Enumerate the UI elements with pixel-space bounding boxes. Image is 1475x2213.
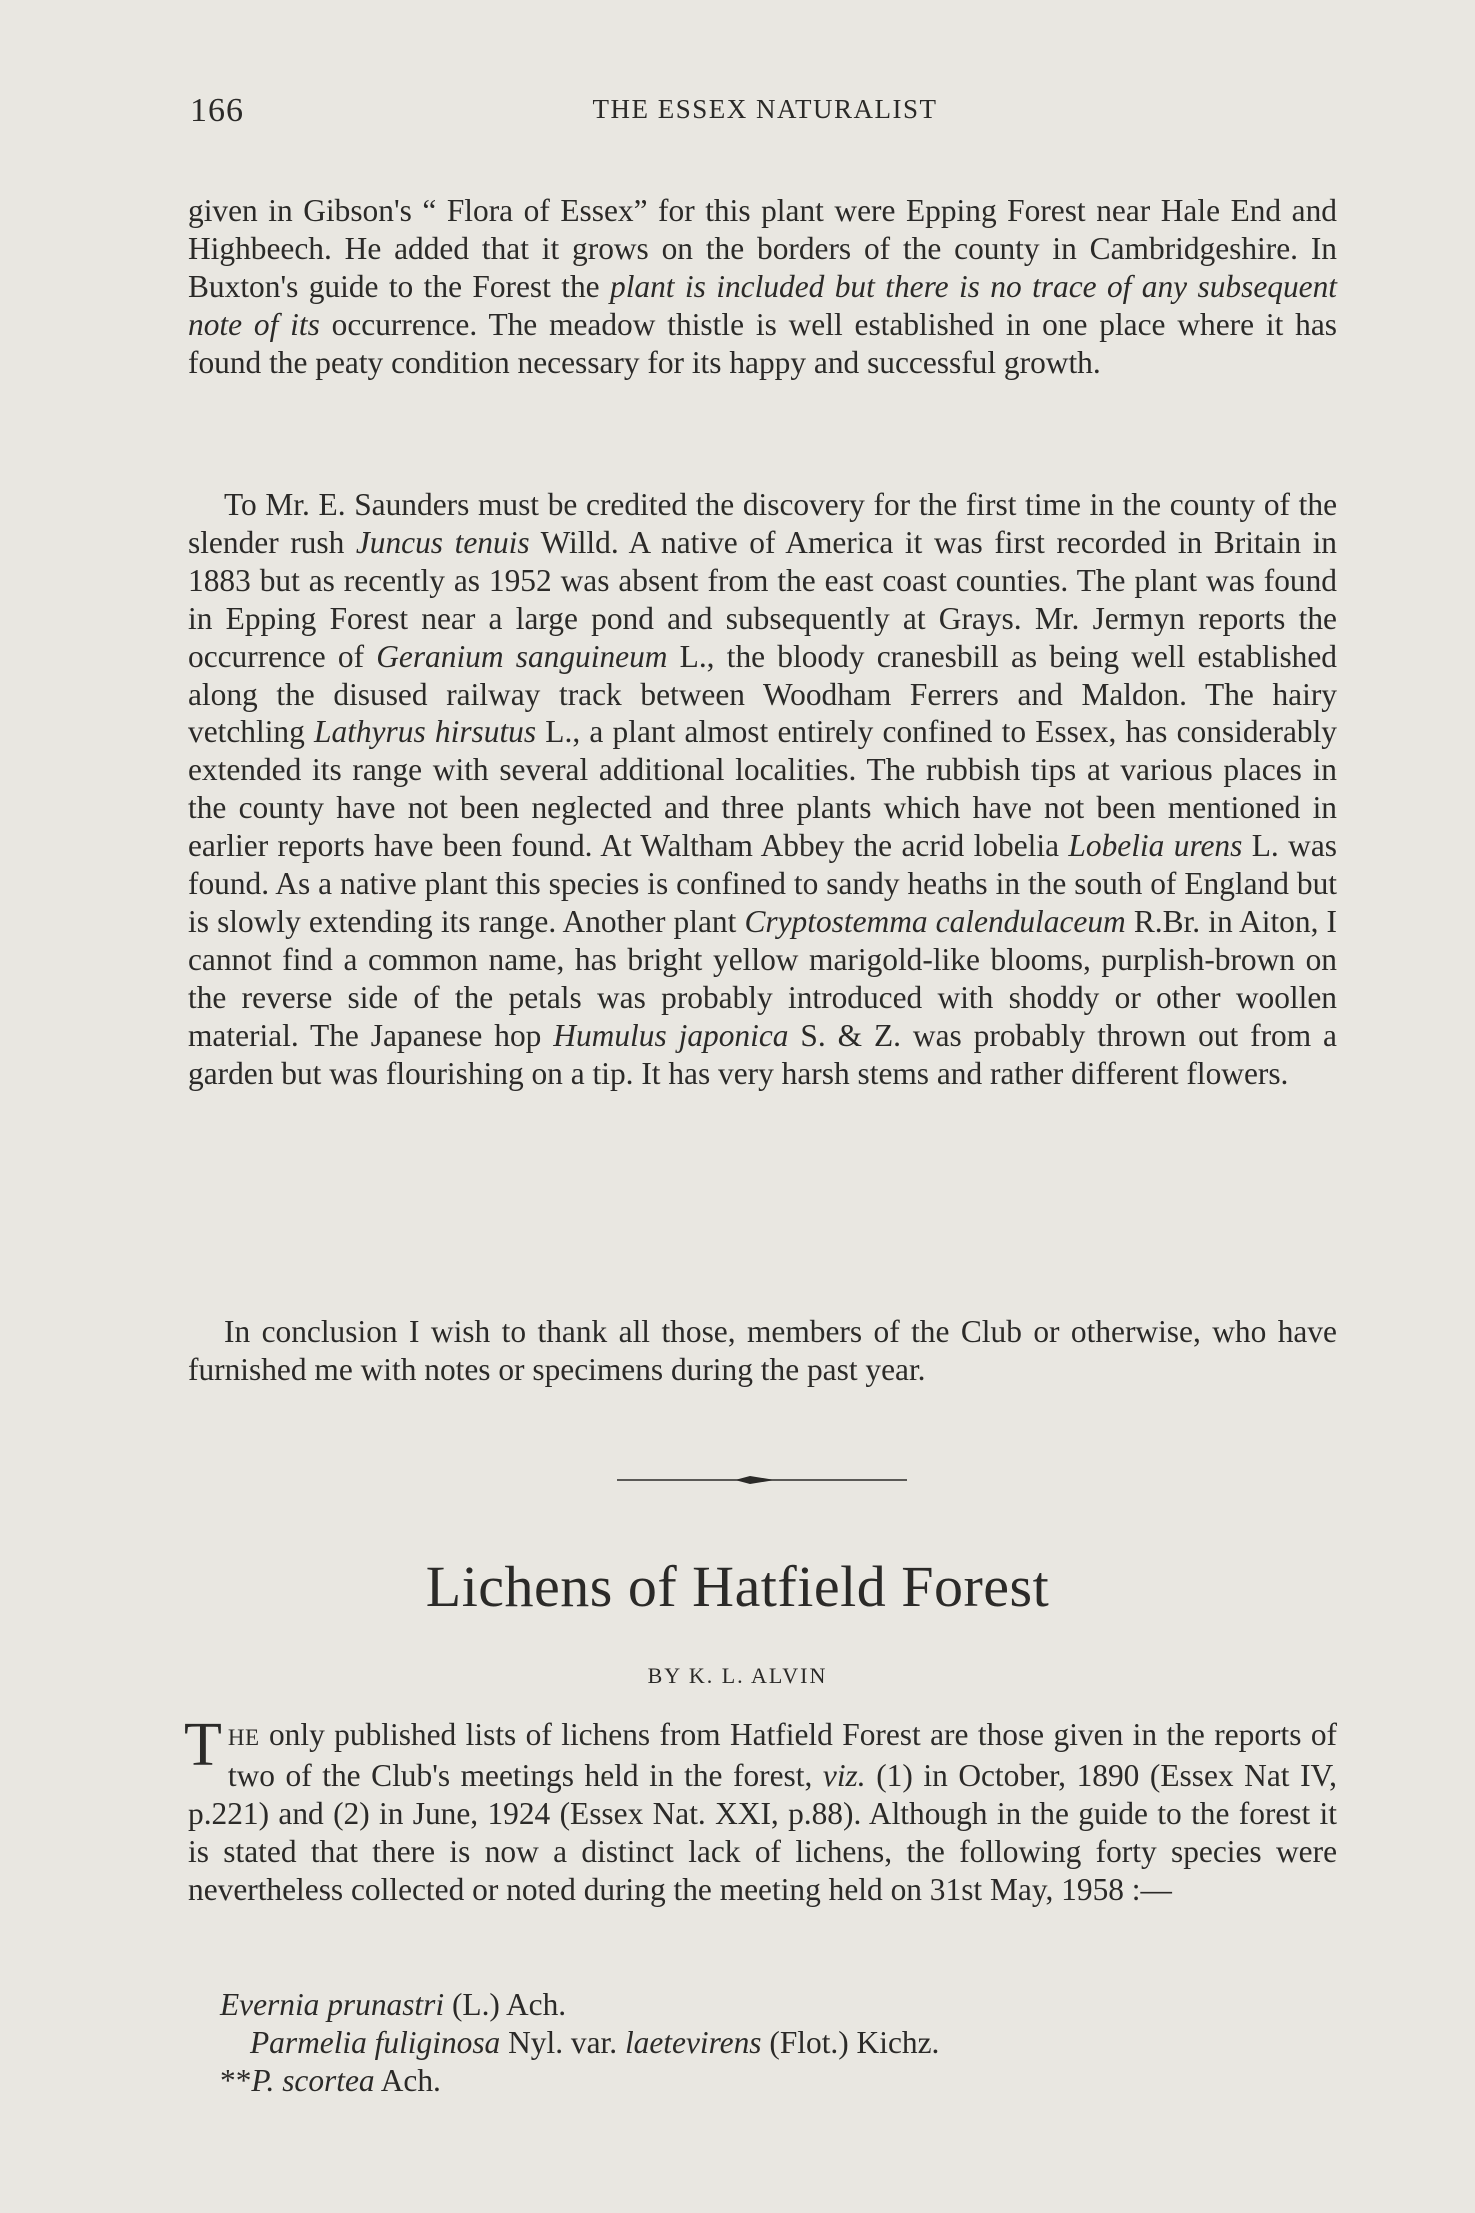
p1-text-d: occurrence. The meadow thistle is well established in one place where it has found the peaty condition necessary for its happy and successful growth.	[188, 306, 1337, 380]
species-variety: laetevirens	[624, 2025, 762, 2060]
species-name: Parmelia fuliginosa	[250, 2025, 501, 2060]
intro-text-b: (1) in October, 1890 (Essex Nat IV, p.221) and (2) in June, 1924 (Essex Nat. XXI, p.88). Although in the guide to the forest it is stated that there is now a distinct lack of lichens, the following forty species were nevertheless collected or noted during the meeting held on 31st May, 1958 :—	[188, 1757, 1337, 1907]
running-title: THE ESSEX NATURALIST	[592, 94, 938, 124]
drop-cap: T	[184, 1711, 222, 1779]
species-name: P. scortea	[251, 2063, 375, 2098]
page-number: 166	[190, 92, 244, 129]
paragraph-2	[188, 486, 1337, 1093]
page-header	[190, 92, 1340, 132]
p2-text-k: R.Br. in Aiton, I cannot find a common name, has bright yellow marigold-like blooms, purplish-brown on the reverse side of the petals was probably introduced with shoddy or other woollen material. The Japanese hop	[188, 903, 1337, 1053]
ornamental-divider	[617, 1474, 907, 1486]
small-caps-lead: HE	[227, 1725, 260, 1750]
species-marker: **	[220, 2063, 252, 2098]
conclusion-text: In conclusion I wish to thank all those, members of the Club or otherwise, who have furnished me with notes or specimens during the past year.	[188, 1314, 1337, 1387]
species-cryptostemma: Cryptostemma calendulaceum	[744, 903, 1126, 939]
species-list	[220, 1986, 939, 2100]
article-intro	[184, 1711, 1337, 1909]
article-title: Lichens of Hatfield Forest	[425, 1554, 1050, 1619]
species-item	[220, 1986, 939, 2024]
species-authority: Ach.	[374, 2063, 441, 2098]
p1-text-a: given	[188, 193, 269, 228]
species-lobelia-urens: Lobelia urens	[1068, 828, 1243, 864]
p2-text-g: L., a plant almost entirely confined to Essex, has considerably extended its range with several additional localities. The rubbish tips at various places in the county have not been neglected and three plants which have not been mentioned in earlier reports have been found. At Waltham Abbey the acrid lobelia	[188, 714, 1337, 864]
p2-text-c: Willd. A native of America it was first recorded in Britain in 1883 but as recently as 1952 was absent from the east coast counties. The plant was found in Epping Forest near a large pond and subsequently at Grays. Mr. Jermyn reports the occurrence of	[188, 524, 1337, 674]
p2-text-e: L., the bloody cranesbill as being well established along the disused railway track between Woodham Ferrers and Maldon. The hairy vetchling	[188, 638, 1337, 750]
intro-text-a: only published lists of lichens from Hatfield Forest are those given in the reports of two of the Club's meetings held in the forest,	[227, 1717, 1337, 1793]
species-authority: (Flot.) Kichz.	[761, 2025, 940, 2060]
p2-text-m: S. & Z. was probably thrown out from a garden but was flourishing on a tip. It has very harsh stems and rather different flowers.	[188, 1017, 1337, 1091]
species-lathyrus-hirsutus: Lathyrus hirsutus	[314, 714, 537, 750]
intro-viz: viz.	[822, 1757, 866, 1793]
p1-text-b: in Gibson's “ Flora of Essex” for this plant were Epping Forest near Hale End and Highbeech. He added that it grows on the borders of the county in Cambridgeshire. In Buxton's guide to the Forest the	[188, 193, 1337, 304]
species-authority: (L.) Ach.	[444, 1987, 567, 2022]
species-name: Evernia prunastri	[220, 1987, 445, 2022]
paragraph-1	[188, 192, 1337, 382]
p2-text-a: To Mr. E. Saunders must be credited the discovery for the first time in the county of the slender rush	[188, 487, 1337, 560]
species-geranium-sanguineum: Geranium sanguineum	[376, 638, 668, 674]
p2-text-i: L. was found. As a native plant this species is confined to sandy heaths in the south of England but is slowly extending its range. Another plant	[188, 828, 1337, 939]
p1-text-c: plant is included but there is no trace of any subsequent note of its	[188, 268, 1337, 342]
paragraph-3	[188, 1313, 1337, 1389]
species-authority: Nyl. var.	[500, 2025, 625, 2060]
species-item	[220, 2024, 939, 2062]
species-humulus-japonica: Humulus japonica	[553, 1017, 789, 1053]
species-item	[220, 2062, 939, 2100]
species-juncus-tenuis: Juncus tenuis	[355, 524, 530, 560]
article-byline: BY K. L. ALVIN	[647, 1663, 828, 1688]
